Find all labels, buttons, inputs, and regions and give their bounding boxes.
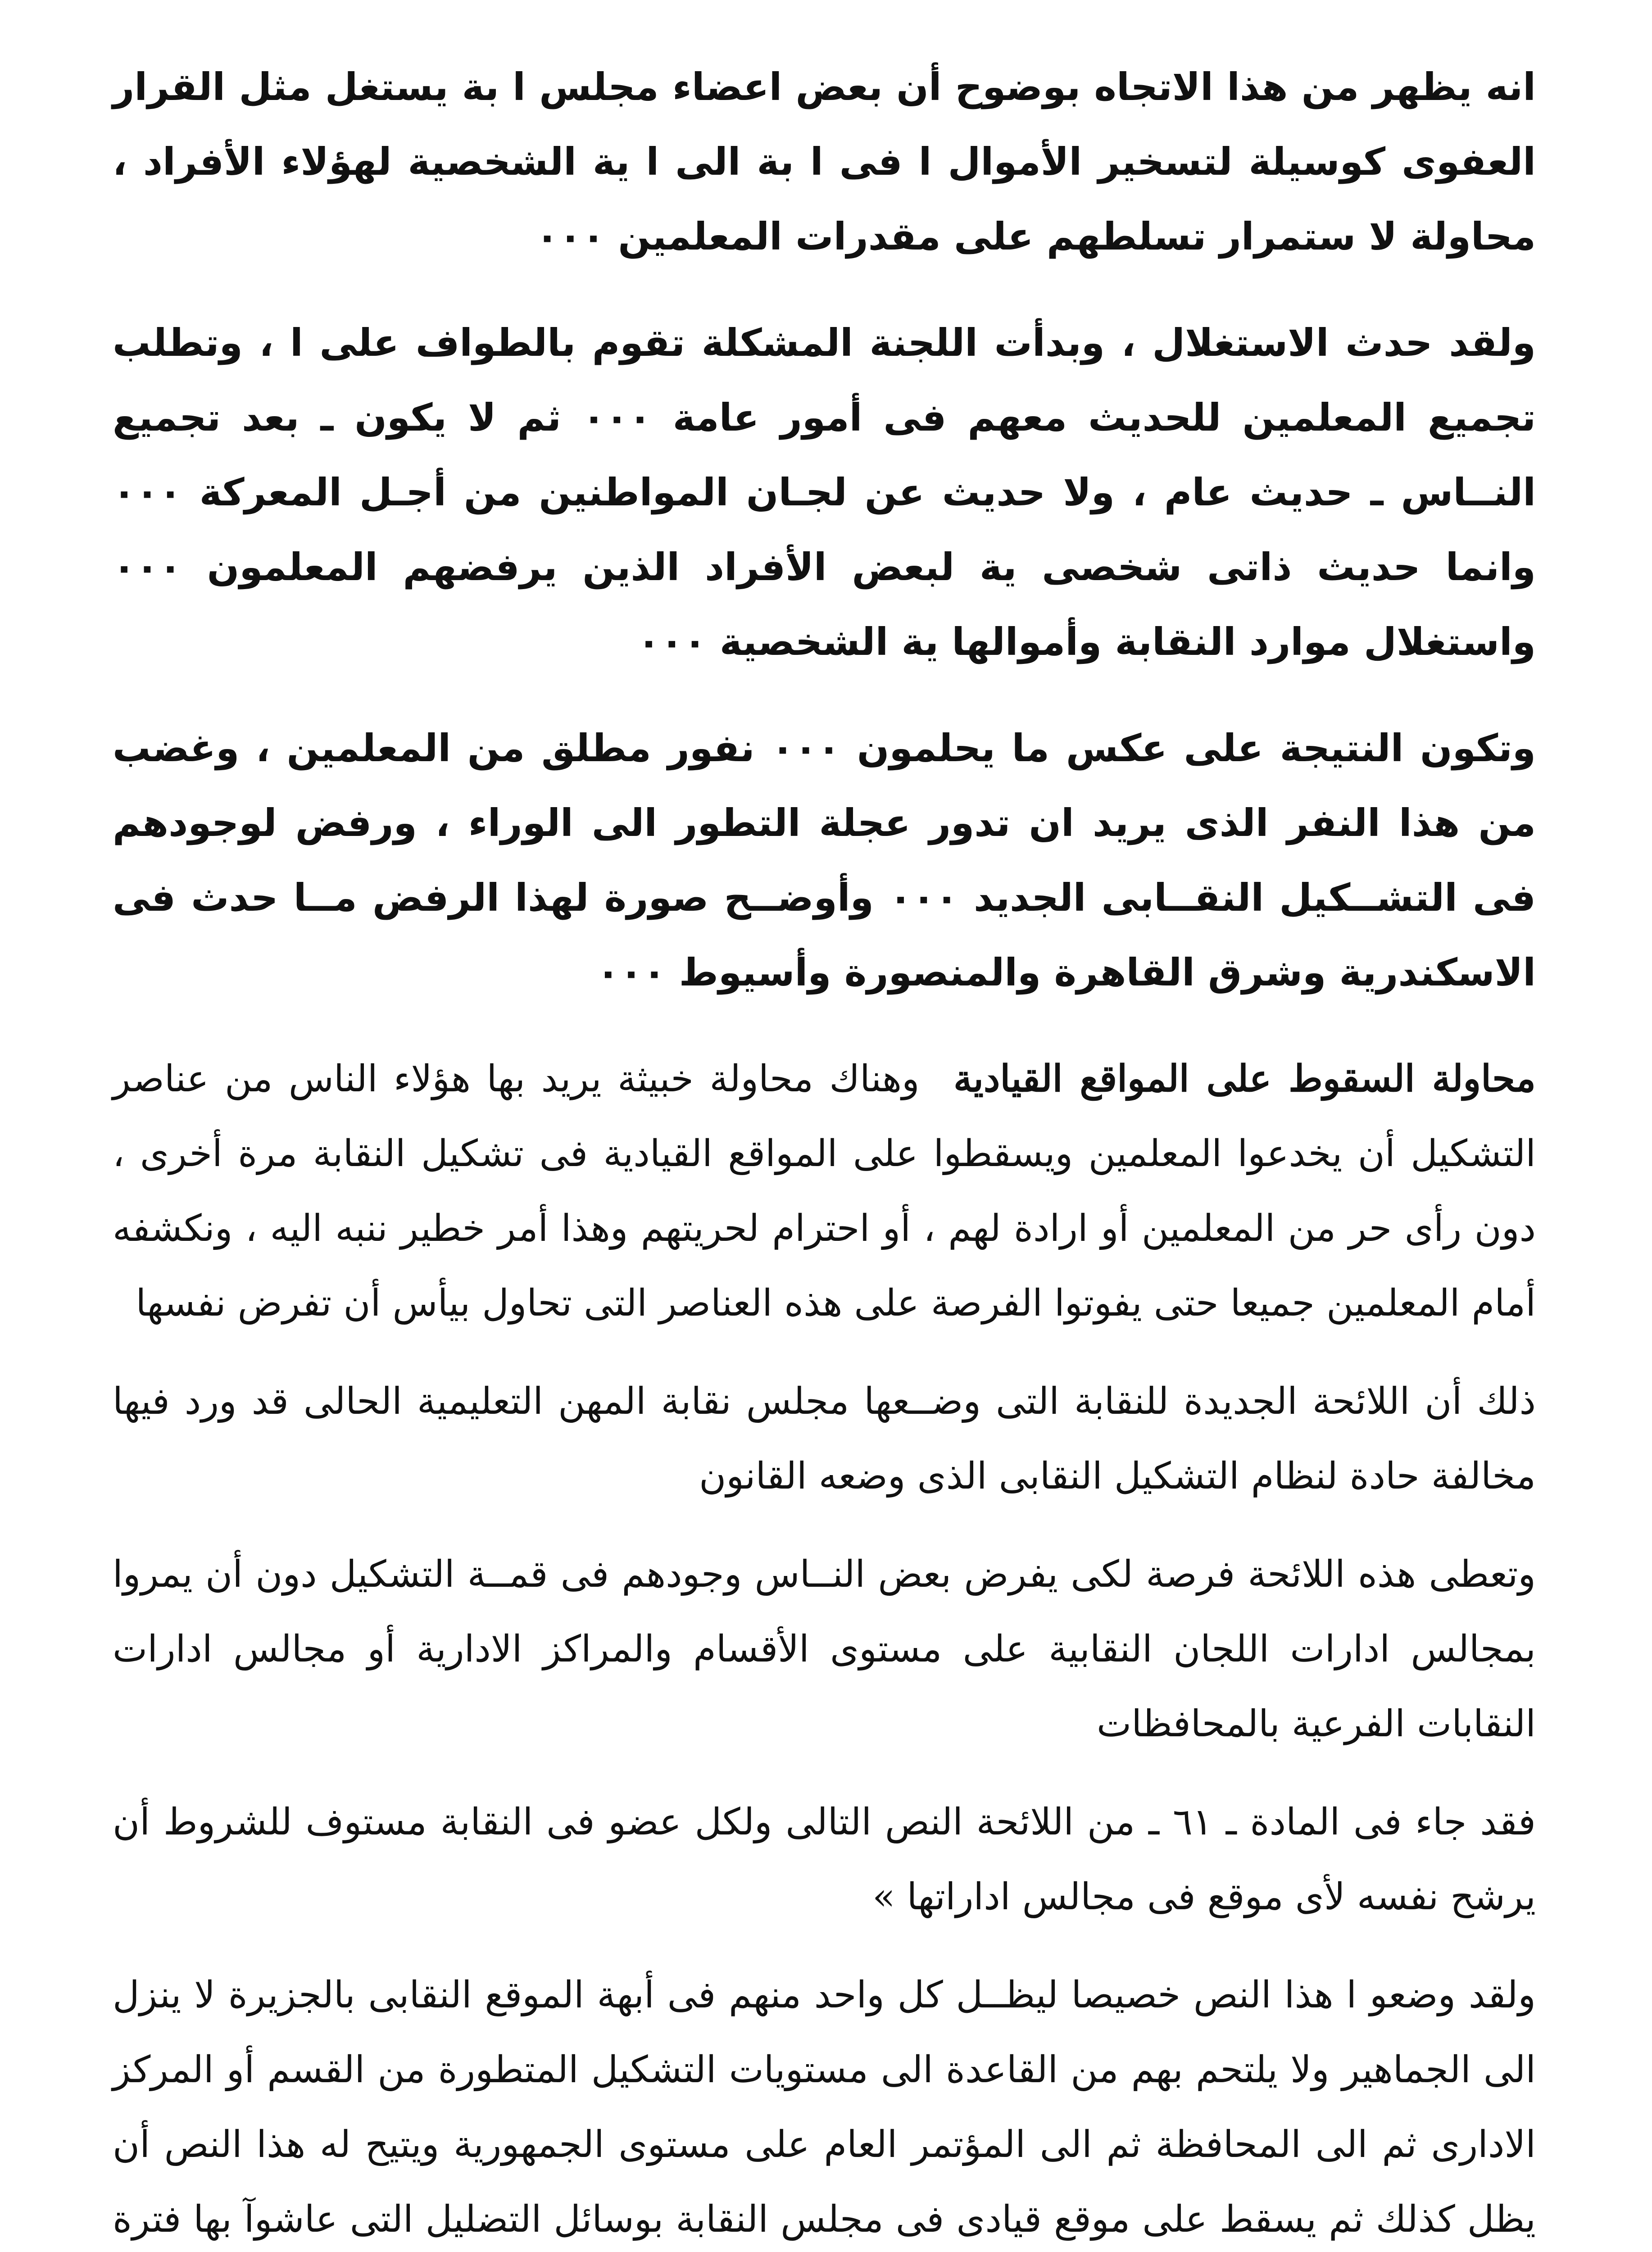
section-text: وهناك محاولة خبيثة يريد بها هؤلاء الناس من عناصر التشكيل أن يخدعوا المعلمين ويسقطوا على المواقع القيادية فى تشكيل النقابة مرة أخرى ، دون رأى حر من المعلمين أو ارادة لهم ، أو احترام لحريتهم وهذا أمر خطير ننبه اليه ، ونكشفه أمام المعلمين جميعا حتى يفوتوا الفرصة على هذه العناصر التى تحاول بيأس أن تفرض نفسها — [113, 1058, 1536, 1325]
paragraph: ذلك أن اللائحة الجديدة للنقابة التى وضــعها مجلس نقابة المهن التعليمية الحالى قد ورد فيها مخالفة حادة لنظام التشكيل النقابى الذى وضعه القانون — [113, 1380, 1536, 1498]
section-heading: محاولة السقوط على المواقع القيادية — [953, 1057, 1536, 1100]
document-page — [113, 50, 1536, 2252]
regular-section — [113, 1041, 1536, 2252]
paragraph: وتعطى هذه اللائحة فرصة لكى يفرض بعض النــاس وجودهم فى قمــة التشكيل دون أن يمروا بمجالس ادارات اللجان النقابية على مستوى الأقسام والمراكز الادارية أو مجالس ادارات النقابات الفرعية بالمحافظات — [113, 1553, 1536, 1745]
paragraph: ولقد وضعو ا هذا النص خصيصا ليظــل كل واحد منهم فى أبهة الموقع النقابى بالجزيرة لا ينزل الى الجماهير ولا يلتحم بهم من القاعدة الى مستويات التشكيل المتطورة من القسم أو المركز الادارى ثم الى المحافظة ثم الى المؤتمر العام على مستوى الجمهورية ويتيح له هذا النص أن يظل كذلك ثم يسقط على موقع قيادى فى مجلس النقابة بوسائل التضليل التى عاشوآ بها فترة — [113, 1974, 1536, 2241]
paragraph: فقد جاء فى المادة ـ ٦١ ـ من اللائحة النص التالى ولكل عضو فى النقابة مستوف للشروط أن يرشح نفسه لأى موقع فى مجالس اداراتها » — [113, 1801, 1536, 1918]
paragraph: وتكون النتيجة على عكس ما يحلمون ٠٠٠ نفور مطلق من المعلمين ، وغضب من هذا النفر الذى يريد ان تدور عجلة التطور الى الوراء ، ورفض لوجودهم فى التشــكيل النقــابى الجديد ٠٠٠ وأوضــح صورة لهذا الرفض مــا حدث فى الاسكندرية وشرق القاهرة والمنصورة وأسيوط ٠٠٠ — [113, 726, 1536, 994]
section-paragraph — [113, 1041, 1536, 1341]
bold-section — [113, 50, 1536, 1010]
paragraph: ولقد حدث الاستغلال ، وبدأت اللجنة المشكلة تقوم بالطواف على ا ، وتطلب تجميع المعلمين للحديث معهم فى أمور عامة ٠٠٠ ثم لا يكون ـ بعد تجميع النــاس ـ حديث عام ، ولا حديث عن لجـان المواطنين من أجـل المعركة ٠٠٠ وانما حديث ذاتى شخصى ية لبعض الأفراد الذين يرفضهم المعلمون ٠٠٠ واستغلال موارد النقابة وأموالها ية الشخصية ٠٠٠ — [113, 321, 1536, 664]
paragraph: انه يظهر من هذا الاتجاه بوضوح أن بعض اعضاء مجلس ا بة يستغل مثل القرار العفوى كوسيلة لتسخير الأموال ا فى ا بة الى ا ية الشخصية لهؤلاء الأفراد ، محاولة لا ستمرار تسلطهم على مقدرات المعلمين ٠٠٠ — [113, 65, 1536, 259]
